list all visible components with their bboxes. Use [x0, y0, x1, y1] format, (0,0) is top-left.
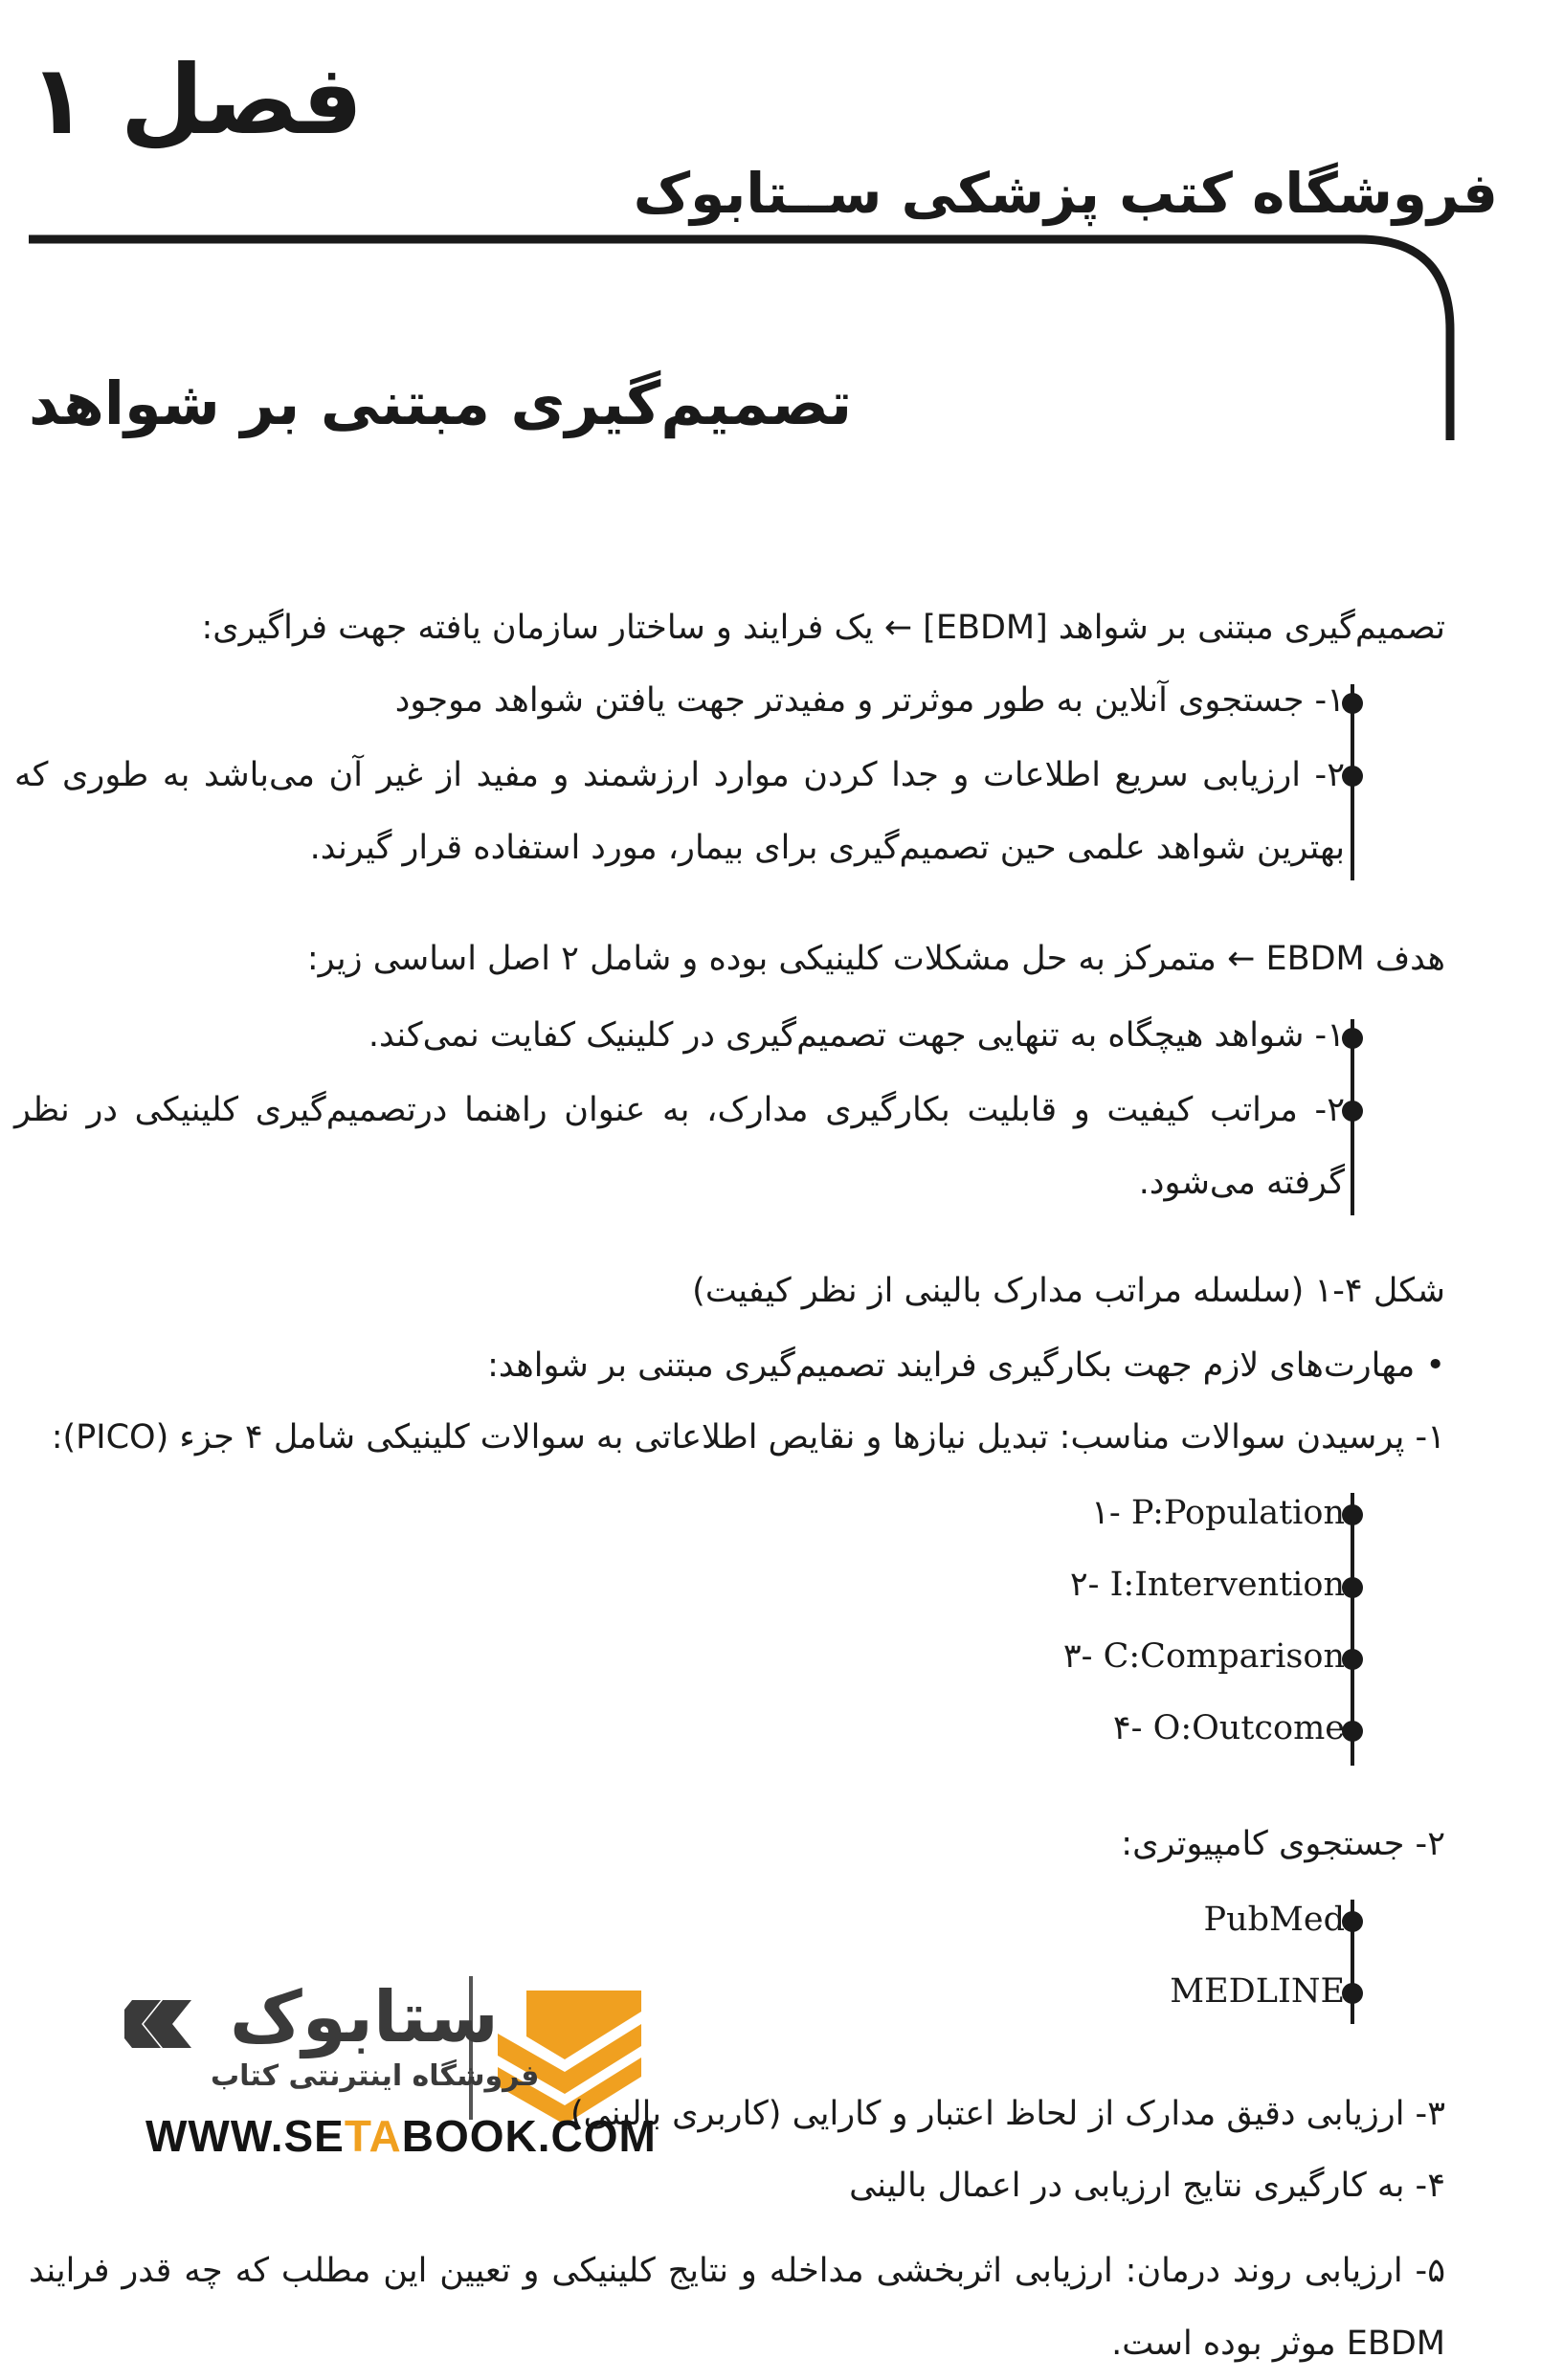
bullet-icon: [1342, 1028, 1363, 1049]
step-1: ۱- پرسیدن سوالات مناسب: تبدیل نیازها و نقایص اطلاعاتی به سوالات کلینیکی شامل ۴ جزء (PICO):: [51, 1418, 1445, 1457]
bullet-icon: [1342, 1911, 1363, 1932]
database-pubmed: PubMed: [1203, 1901, 1345, 1939]
block1-item-2: ۲- ارزیابی سریع اطلاعات و جدا کردن موارد ارزشمند و مفید از غیر آن می‌باشد به طوری که بهترین شواهد علمی حین تصمیم‌گیری برای بیمار، مورد استفاده قرار گیرند.: [14, 756, 1345, 867]
block2-intro: هدف EBDM ← متمرکز به حل مشکلات کلینیکی بوده و شامل ۲ اصل اساسی زیر:: [306, 940, 1445, 978]
block1-intro: تصمیم‌گیری مبتنی بر شواهد [EBDM] ← یک فرایند و ساختار سازمان یافته جهت فراگیری:: [201, 609, 1445, 647]
pico-item-p: ۱- P:Population: [1091, 1494, 1345, 1532]
block1-item-1: ۱- جستجوی آنلاین به طور موثرتر و مفیدتر جهت یافتن شواهد موجود: [394, 681, 1345, 720]
store-name: فروشگاه کتب پزشکی ســتابوک: [633, 161, 1498, 226]
step-3: ۳- ارزیابی دقیق مدارک از لحاظ اعتبار و کارایی (کاربری بالینی): [570, 2095, 1445, 2133]
step-4: ۴- به کارگیری نتایج ارزیابی در اعمال بالینی: [849, 2167, 1445, 2205]
bullet-icon: [1342, 1577, 1363, 1598]
bullet-icon: [1342, 1983, 1363, 2004]
bullet-icon: [1342, 693, 1363, 714]
block2-item-1: ۱- شواهد هیچگاه به تنهایی جهت تصمیم‌گیری در کلینیک کفایت نمی‌کند.: [368, 1016, 1345, 1055]
database-medline: MEDLINE: [1170, 1972, 1345, 2011]
bullet-icon: [1342, 1504, 1363, 1525]
logo-subtitle: فروشگاه اینترنتی کتاب: [211, 2059, 540, 2093]
pico-item-o: ۴- O:Outcome: [1112, 1709, 1345, 1747]
logo-url: WWW.SETABOOK.COM: [145, 2111, 657, 2161]
bullet-icon: [1342, 1721, 1363, 1742]
logo-brand: ستابوک: [230, 1976, 499, 2058]
step-2: ۲- جستجوی کامپیوتری:: [1121, 1825, 1445, 1863]
bullet-icon: [1342, 1649, 1363, 1670]
bullet-icon: [1342, 1101, 1363, 1122]
chapter-title: فصل ۱: [29, 44, 364, 156]
block2-item-2: ۲- مراتب کیفیت و قابلیت بکارگیری مدارک، به عنوان راهنما درتصمیم‌گیری کلینیکی در نظر گرفته می‌شود.: [14, 1091, 1345, 1202]
pico-item-c: ۳- C:Comparison: [1062, 1637, 1345, 1676]
section-title: تصمیم‌گیری مبتنی بر شواهد: [29, 368, 853, 438]
step-5: ۵- ارزیابی روند درمان: ارزیابی اثربخشی مداخله و نتایج کلینیکی و تعیین این مطلب که چه قدر فرایند EBDM موثر بوده است.: [29, 2252, 1445, 2363]
bullet-icon: [1342, 766, 1363, 787]
pico-item-i: ۲- I:Intervention: [1069, 1566, 1345, 1604]
figure-caption: شکل ۴-۱ (سلسله مراتب مدارک بالینی از نظر کیفیت): [692, 1272, 1445, 1310]
skills-heading: • مهارت‌های لازم جهت بکارگیری فرایند تصمیم‌گیری مبتنی بر شواهد:: [487, 1346, 1445, 1385]
